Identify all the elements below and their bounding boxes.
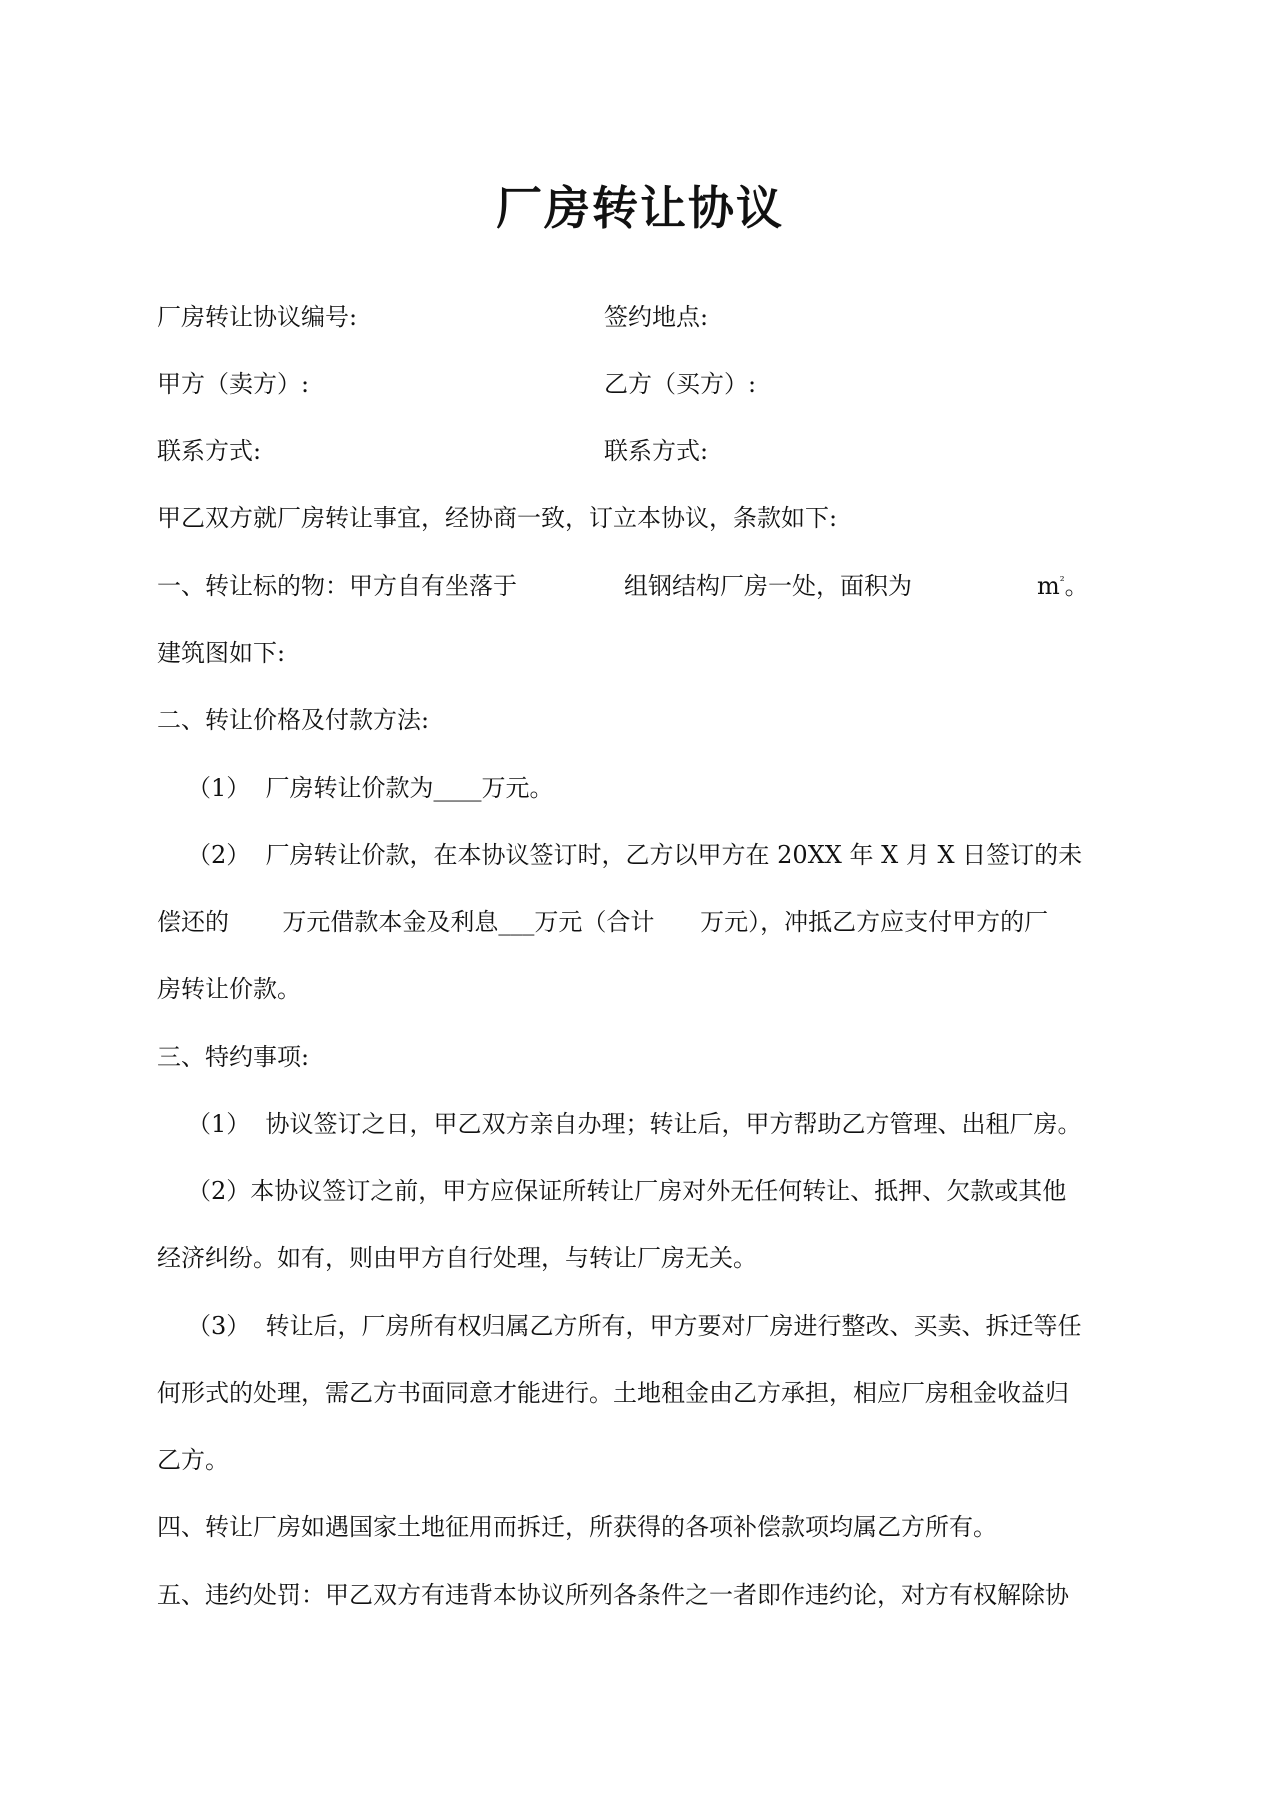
section2-item2-line2: 偿还的 万元借款本金及利息___万元（合计 万元），冲抵乙方应支付甲方的厂 <box>157 908 1049 936</box>
section5-text: 五、违约处罚：甲乙双方有违背本协议所列各条件之一者即作违约论，对方有权解除协 <box>157 1581 1069 1609</box>
intro-paragraph: 甲乙双方就厂房转让事宜，经协商一致，订立本协议，条款如下: <box>157 504 838 532</box>
section3-item2-line1: （2）本协议签订之前，甲方应保证所转让厂房对外无任何转让、抵押、欠款或其他 <box>187 1177 1067 1205</box>
section3-item3-line3: 乙方。 <box>157 1446 229 1474</box>
section1-line2: 建筑图如下: <box>157 639 286 667</box>
sign-place-label: 签约地点: <box>604 303 709 331</box>
section1-text-a: 一、转让标的物：甲方自有坐落于 <box>157 572 517 600</box>
section2-item2-line3: 房转让价款。 <box>157 975 301 1003</box>
area-unit: m <box>1037 572 1060 600</box>
section3-heading: 三、特约事项: <box>157 1043 310 1071</box>
section3-item3-line1: （3） 转让后，厂房所有权归属乙方所有，甲方要对厂房进行整改、买卖、拆迁等任 <box>187 1312 1082 1340</box>
agreement-number-label: 厂房转让协议编号: <box>157 303 358 331</box>
section1-text-b: 组钢结构厂房一处，面积为 <box>624 572 912 600</box>
section2-item1: （1） 厂房转让价款为____万元。 <box>187 774 554 802</box>
section1-area-unit <box>1037 569 1089 603</box>
area-unit-sup: ² <box>1059 574 1065 588</box>
section2-heading: 二、转让价格及付款方法: <box>157 706 430 734</box>
party-a-label: 甲方（卖方）: <box>157 370 310 398</box>
section4-text: 四、转让厂房如遇国家土地征用而拆迁，所获得的各项补偿款项均属乙方所有。 <box>157 1513 997 1541</box>
section3-item3-line2: 何形式的处理，需乙方书面同意才能进行。土地租金由乙方承担，相应厂房租金收益归 <box>157 1379 1069 1407</box>
section3-item2-line2: 经济纠纷。如有，则由甲方自行处理，与转让厂房无关。 <box>157 1244 757 1272</box>
area-unit-end: 。 <box>1064 572 1089 600</box>
contact-b-label: 联系方式: <box>604 437 709 465</box>
section2-item2-line1: （2） 厂房转让价款，在本协议签订时，乙方以甲方在 20XX 年 X 月 X 日签订的未 <box>187 841 1083 869</box>
contact-a-label: 联系方式: <box>157 437 262 465</box>
document-title: 厂房转让协议 <box>496 181 784 235</box>
section3-item1: （1） 协议签订之日，甲乙双方亲自办理；转让后，甲方帮助乙方管理、出租厂房。 <box>187 1110 1082 1138</box>
party-b-label: 乙方（买方）: <box>604 370 757 398</box>
